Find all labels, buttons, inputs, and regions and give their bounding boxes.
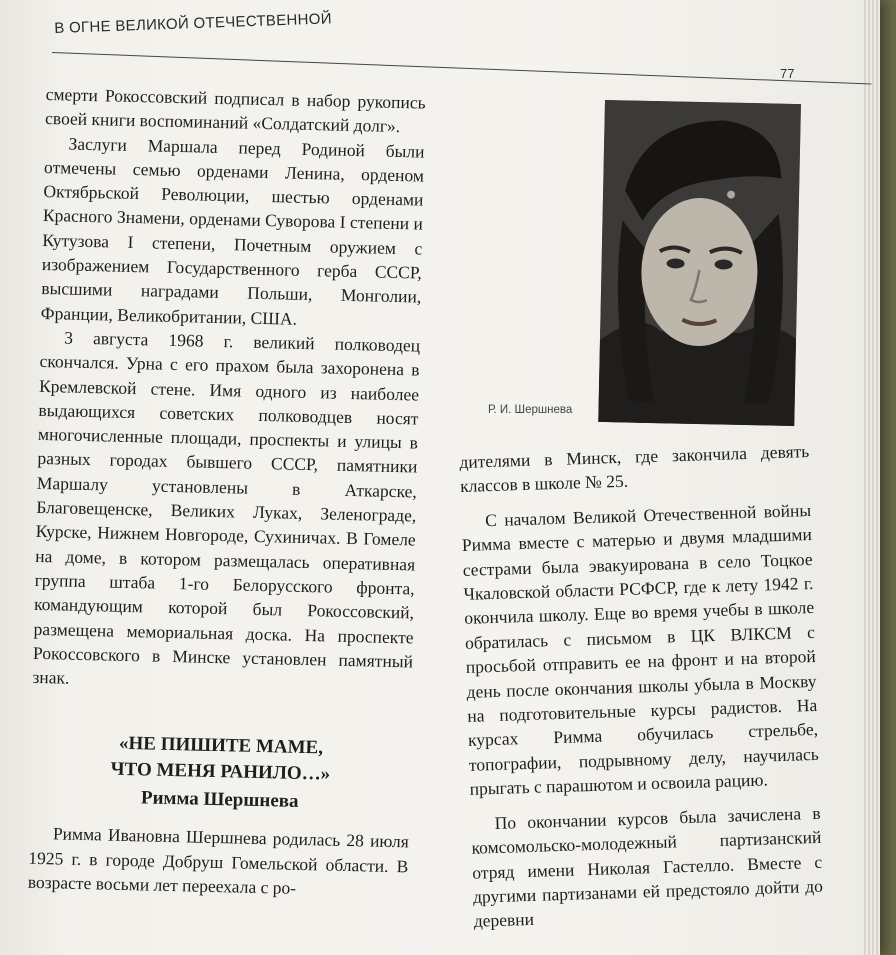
- right-paragraph-3: По окончании курсов была зачислена в комсомольско-молодежный партизанский отряд имени Николая Гастелло. Вместе с другими партизанами ей предстояло дойти до деревни: [471, 802, 824, 932]
- left-paragraph-1: смерти Рокоссовский подписал в набор рукопись своей книги воспоминаний «Солдатский долг».: [44, 83, 426, 137]
- heading-author: Римма Шершнева: [140, 787, 299, 813]
- photo-caption: Р. И. Шершнева: [488, 404, 573, 416]
- right-column: [459, 439, 824, 933]
- portrait-image: [598, 100, 801, 426]
- header-rule: [52, 52, 871, 84]
- portrait-illustration: [598, 100, 801, 426]
- heading-line-1: «НЕ ПИШИТЕ МАМЕ,: [118, 733, 324, 759]
- page-number: 77: [780, 66, 795, 81]
- left-paragraph-3: 3 августа 1968 г. великий полководец скончался. Урна с его прахом была захоронена в Кремлевской стене. Имя одного из наиболее выдающихся советских полководцев носят многочисленные площади, проспекты и улицы в разных городах бывшего СССР, памятники Маршалу установлены в Аткарске, Благовещенске, Великих Луках, Зеленограде, Курске, Нижнем Новгороде, Сухиничах. В Гомеле на доме, в котором размещалась оперативная группа штаба 1-го Белорусского фронта, командующим которой был Рокоссовский, размещена мемориальная доска. На проспекте Рокоссовского в Минске установлен памятный знак.: [32, 327, 421, 688]
- running-head: В ОГНЕ ВЕЛИКОЙ ОТЕЧЕСТВЕННОЙ: [54, 10, 333, 37]
- portrait-photo: [598, 100, 801, 426]
- right-paragraph-1: дителями в Минск, где закончила девять классов в школе № 25.: [459, 441, 810, 497]
- right-paragraph-2: С началом Великой Отечественной войны Римма вместе с матерью и двумя младшими сестрами была эвакуирована в село Тоцкое Чкаловской области РСФСР, где к лету 1942 г. окончила школу. Еще во время учебы в школе обратилась с письмом в ЦК ВЛКСМ с просьбой отправить ее на фронт и на второй день после окончания школы убыла в Москву на подготовительные курсы радистов. На курсах Римма обучилась стрельбе, топографии, подрывному делу, научилась прыгать с парашютом и освоила рацию.: [461, 499, 820, 800]
- page-edge: [864, 0, 880, 955]
- left-paragraph-4: Римма Ивановна Шершнева родилась 28 июля 1925 г. в городе Добруш Гомельской области. В возрасте восьми лет переехала с ро-: [27, 823, 410, 898]
- heading-line-2: ЧТО МЕНЯ РАНИЛО…»: [110, 759, 331, 786]
- left-column: [28, 82, 426, 903]
- article-heading: [29, 729, 411, 818]
- left-paragraph-2: Заслуги Маршала перед Родиной были отмечены семью орденами Ленина, орденом Октябрьской Революции, шестью орденами Красного Знамени, орденами Суворова I степени и Кутузова I степени, Почетным оружием с изображением Государственного герба СССР, высшими наградами Польши, Монголии, Франции, Великобритании, США.: [40, 133, 425, 329]
